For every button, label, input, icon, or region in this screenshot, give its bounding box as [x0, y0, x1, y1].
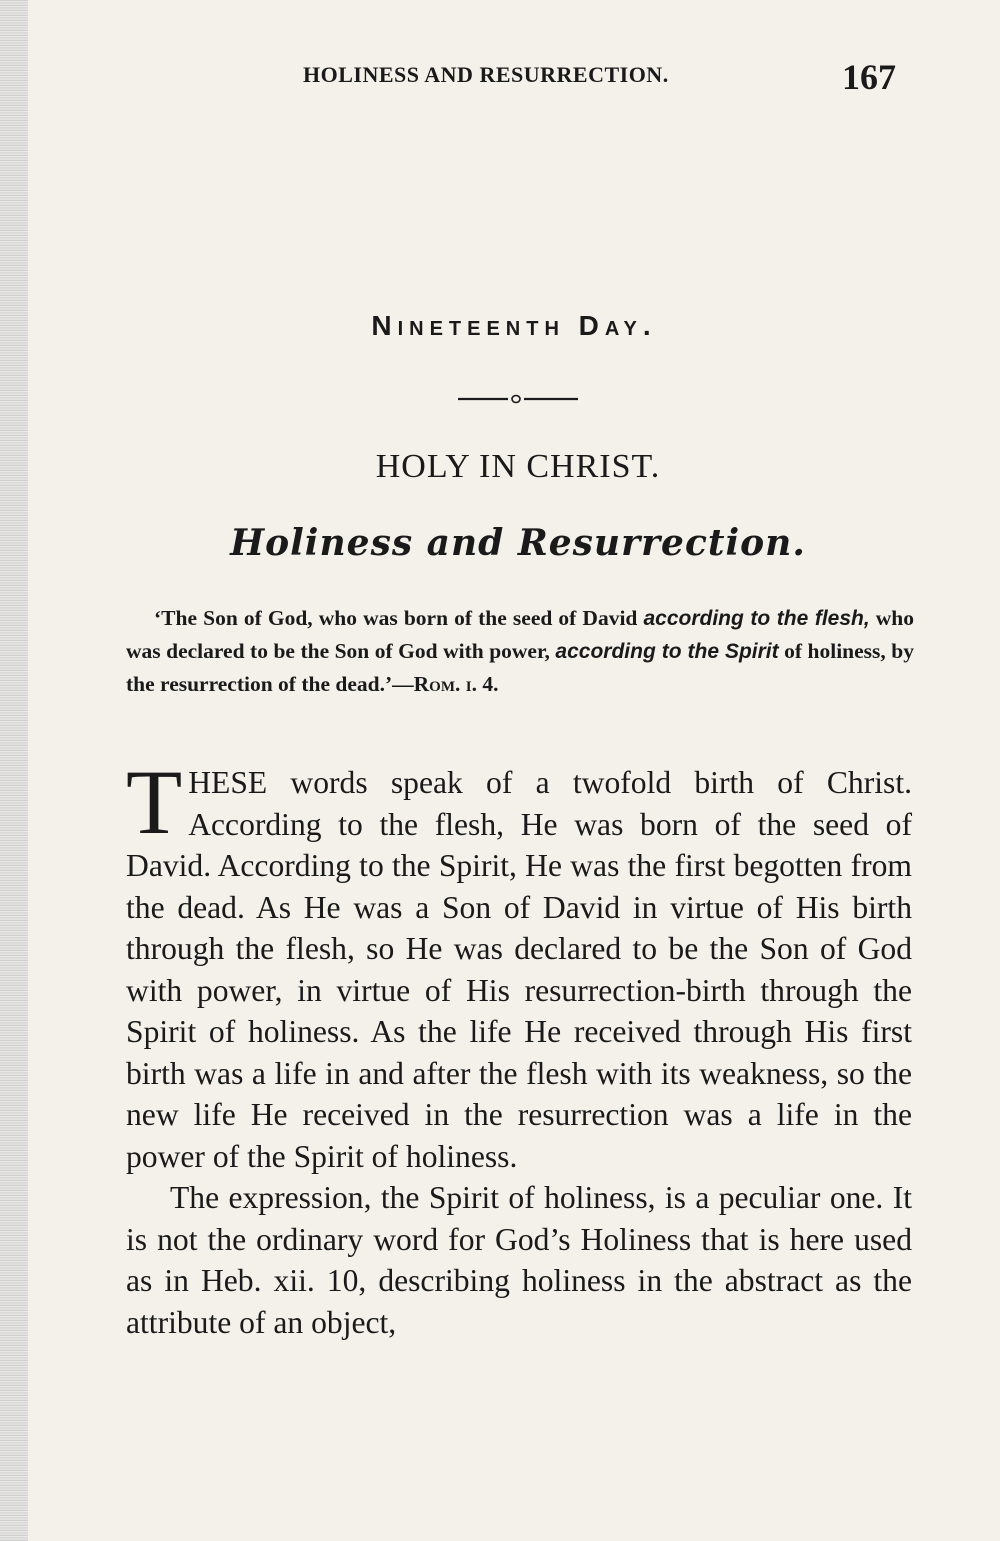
epigraph-text: The Son of God, who was born of the seed of David — [161, 606, 644, 630]
epigraph-text: who was declared to be the Son of God with power, — [126, 606, 915, 663]
body-text — [126, 751, 912, 1343]
paragraph-1-text: HESE words speak of a twofold birth of Christ. According to the flesh, He was born of the seed of David. According to the Spirit, He was the first begotten from the dead. As He was a Son of David in virtue of His birth through the flesh, so He was declared to be the Son of God with power, in virtue of His resurrection-birth through the Spirit of holiness. As the life He received through His first birth was a life in and after the flesh with its weakness, so the new life He received in the resurrection was a life in the power of the Spirit of holiness. — [126, 765, 912, 1174]
page-gutter-shadow — [0, 0, 28, 1541]
epigraph-text: of holiness, by the resurrection of the dead.’— — [126, 639, 914, 696]
epigraph — [126, 602, 914, 700]
paragraph-1 — [126, 751, 912, 1177]
epigraph-italic: according to the Spirit — [555, 640, 779, 663]
section-title: HOLY IN CHRIST. — [375, 448, 661, 485]
running-head: HOLINESS AND RESURRECTION. — [303, 62, 669, 87]
page-number: 167 — [842, 57, 896, 97]
day-title: Nineteenth Day. — [371, 310, 657, 341]
ornamental-rule — [458, 394, 578, 404]
subtitle: Holiness and Resurrection. — [230, 522, 806, 564]
paragraph-2: The expression, the Spirit of holiness, is a peculiar one. It is not the ordinary word for God’s Holiness that is here used as in Heb. xii. 10, describing holiness in the abstract as the attribute of an object, — [126, 1180, 912, 1340]
epigraph-italic: according to the flesh, — [643, 607, 870, 630]
epigraph-open-quote: ‘ — [154, 606, 162, 630]
drop-cap: T — [126, 751, 183, 853]
scripture-reference: Rom. i. 4. — [413, 672, 499, 696]
